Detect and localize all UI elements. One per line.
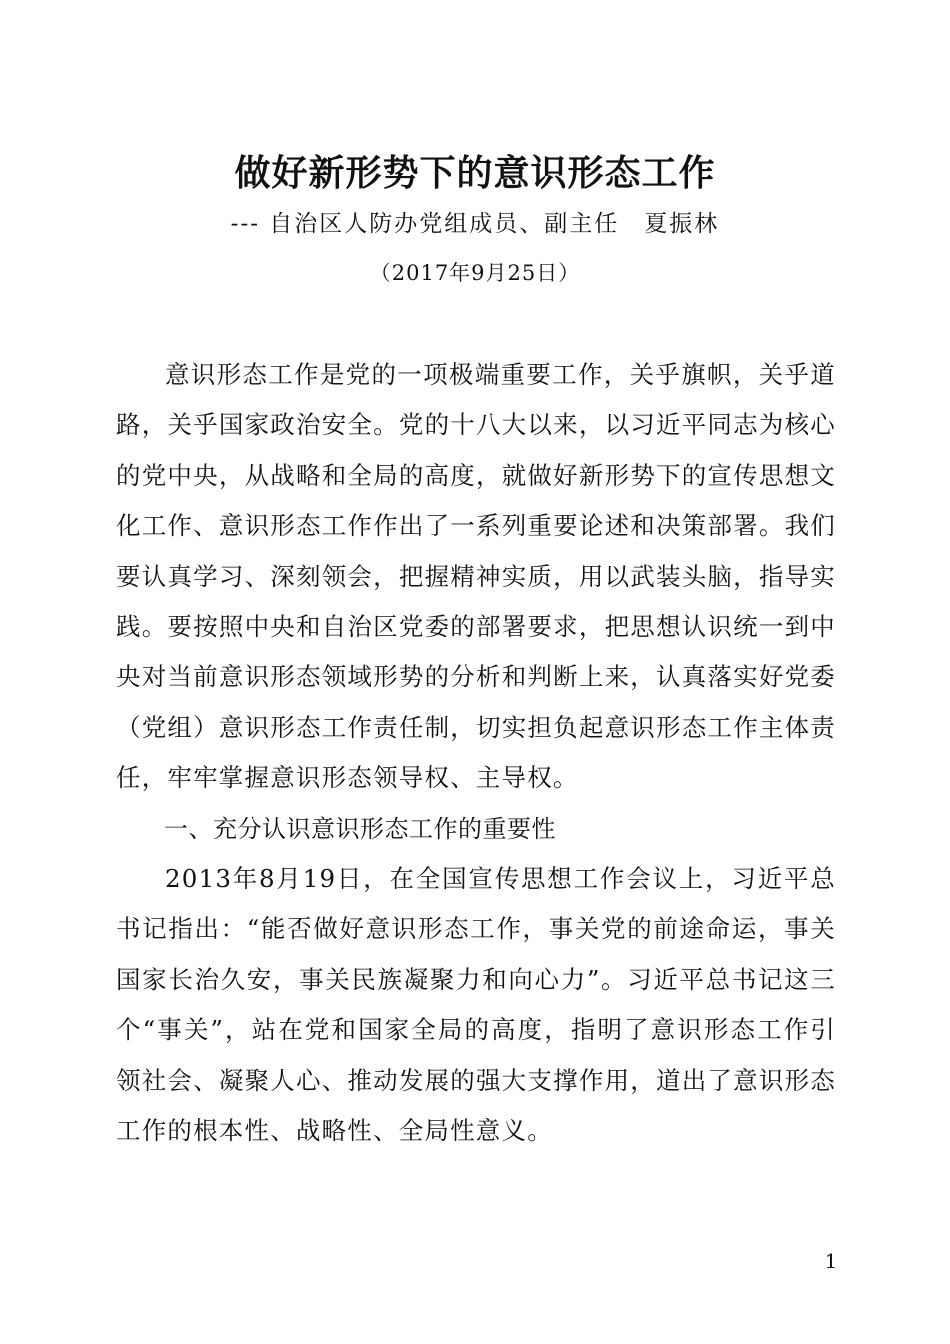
document-title: 做好新形势下的意识形态工作 (234, 152, 716, 194)
document-body (116, 350, 836, 1157)
document-date: （2017年9月25日） (369, 261, 581, 285)
section-heading: 一、充分认识意识形态工作的重要性 (164, 814, 556, 843)
author-byline: --- 自治区人防办党组成员、副主任 夏振林 (230, 211, 720, 237)
body-paragraph: 意识形态工作是党的一项极端重要工作，关乎旗帜，关乎道路，关乎国家政治安全。党的十八大以来，以习近平同志为核心的党中央，从战略和全局的高度，就做好新形势下的宣传思想文化工作、意识形态工作作出了一系列重要论述和决策部署。我们要认真学习、深刻领会，把握精神实质，用以武装头脑，指导实践。要按照中央和自治区党委的部署要求，把思想认识统一到中央对当前意识形态领域形势的分析和判断上来，认真落实好党委（党组）意识形态工作责任制，切实担负起意识形态工作主体责任，牢牢掌握意识形态领导权、主导权。 (116, 360, 836, 793)
body-paragraph: 2013年8月19日，在全国宣传思想工作会议上，习近平总书记指出：“能否做好意识形态工作，事关党的前途命运，事关国家长治久安，事关民族凝聚力和向心力”。习近平总书记这三个“事关”，站在党和国家全局的高度，指明了意识形态工作引领社会、凝聚人心、推动发展的强大支撑作用，道出了意识形态工作的根本性、战略性、全局性意义。 (116, 864, 836, 1146)
page-number: 1 (824, 1249, 838, 1273)
